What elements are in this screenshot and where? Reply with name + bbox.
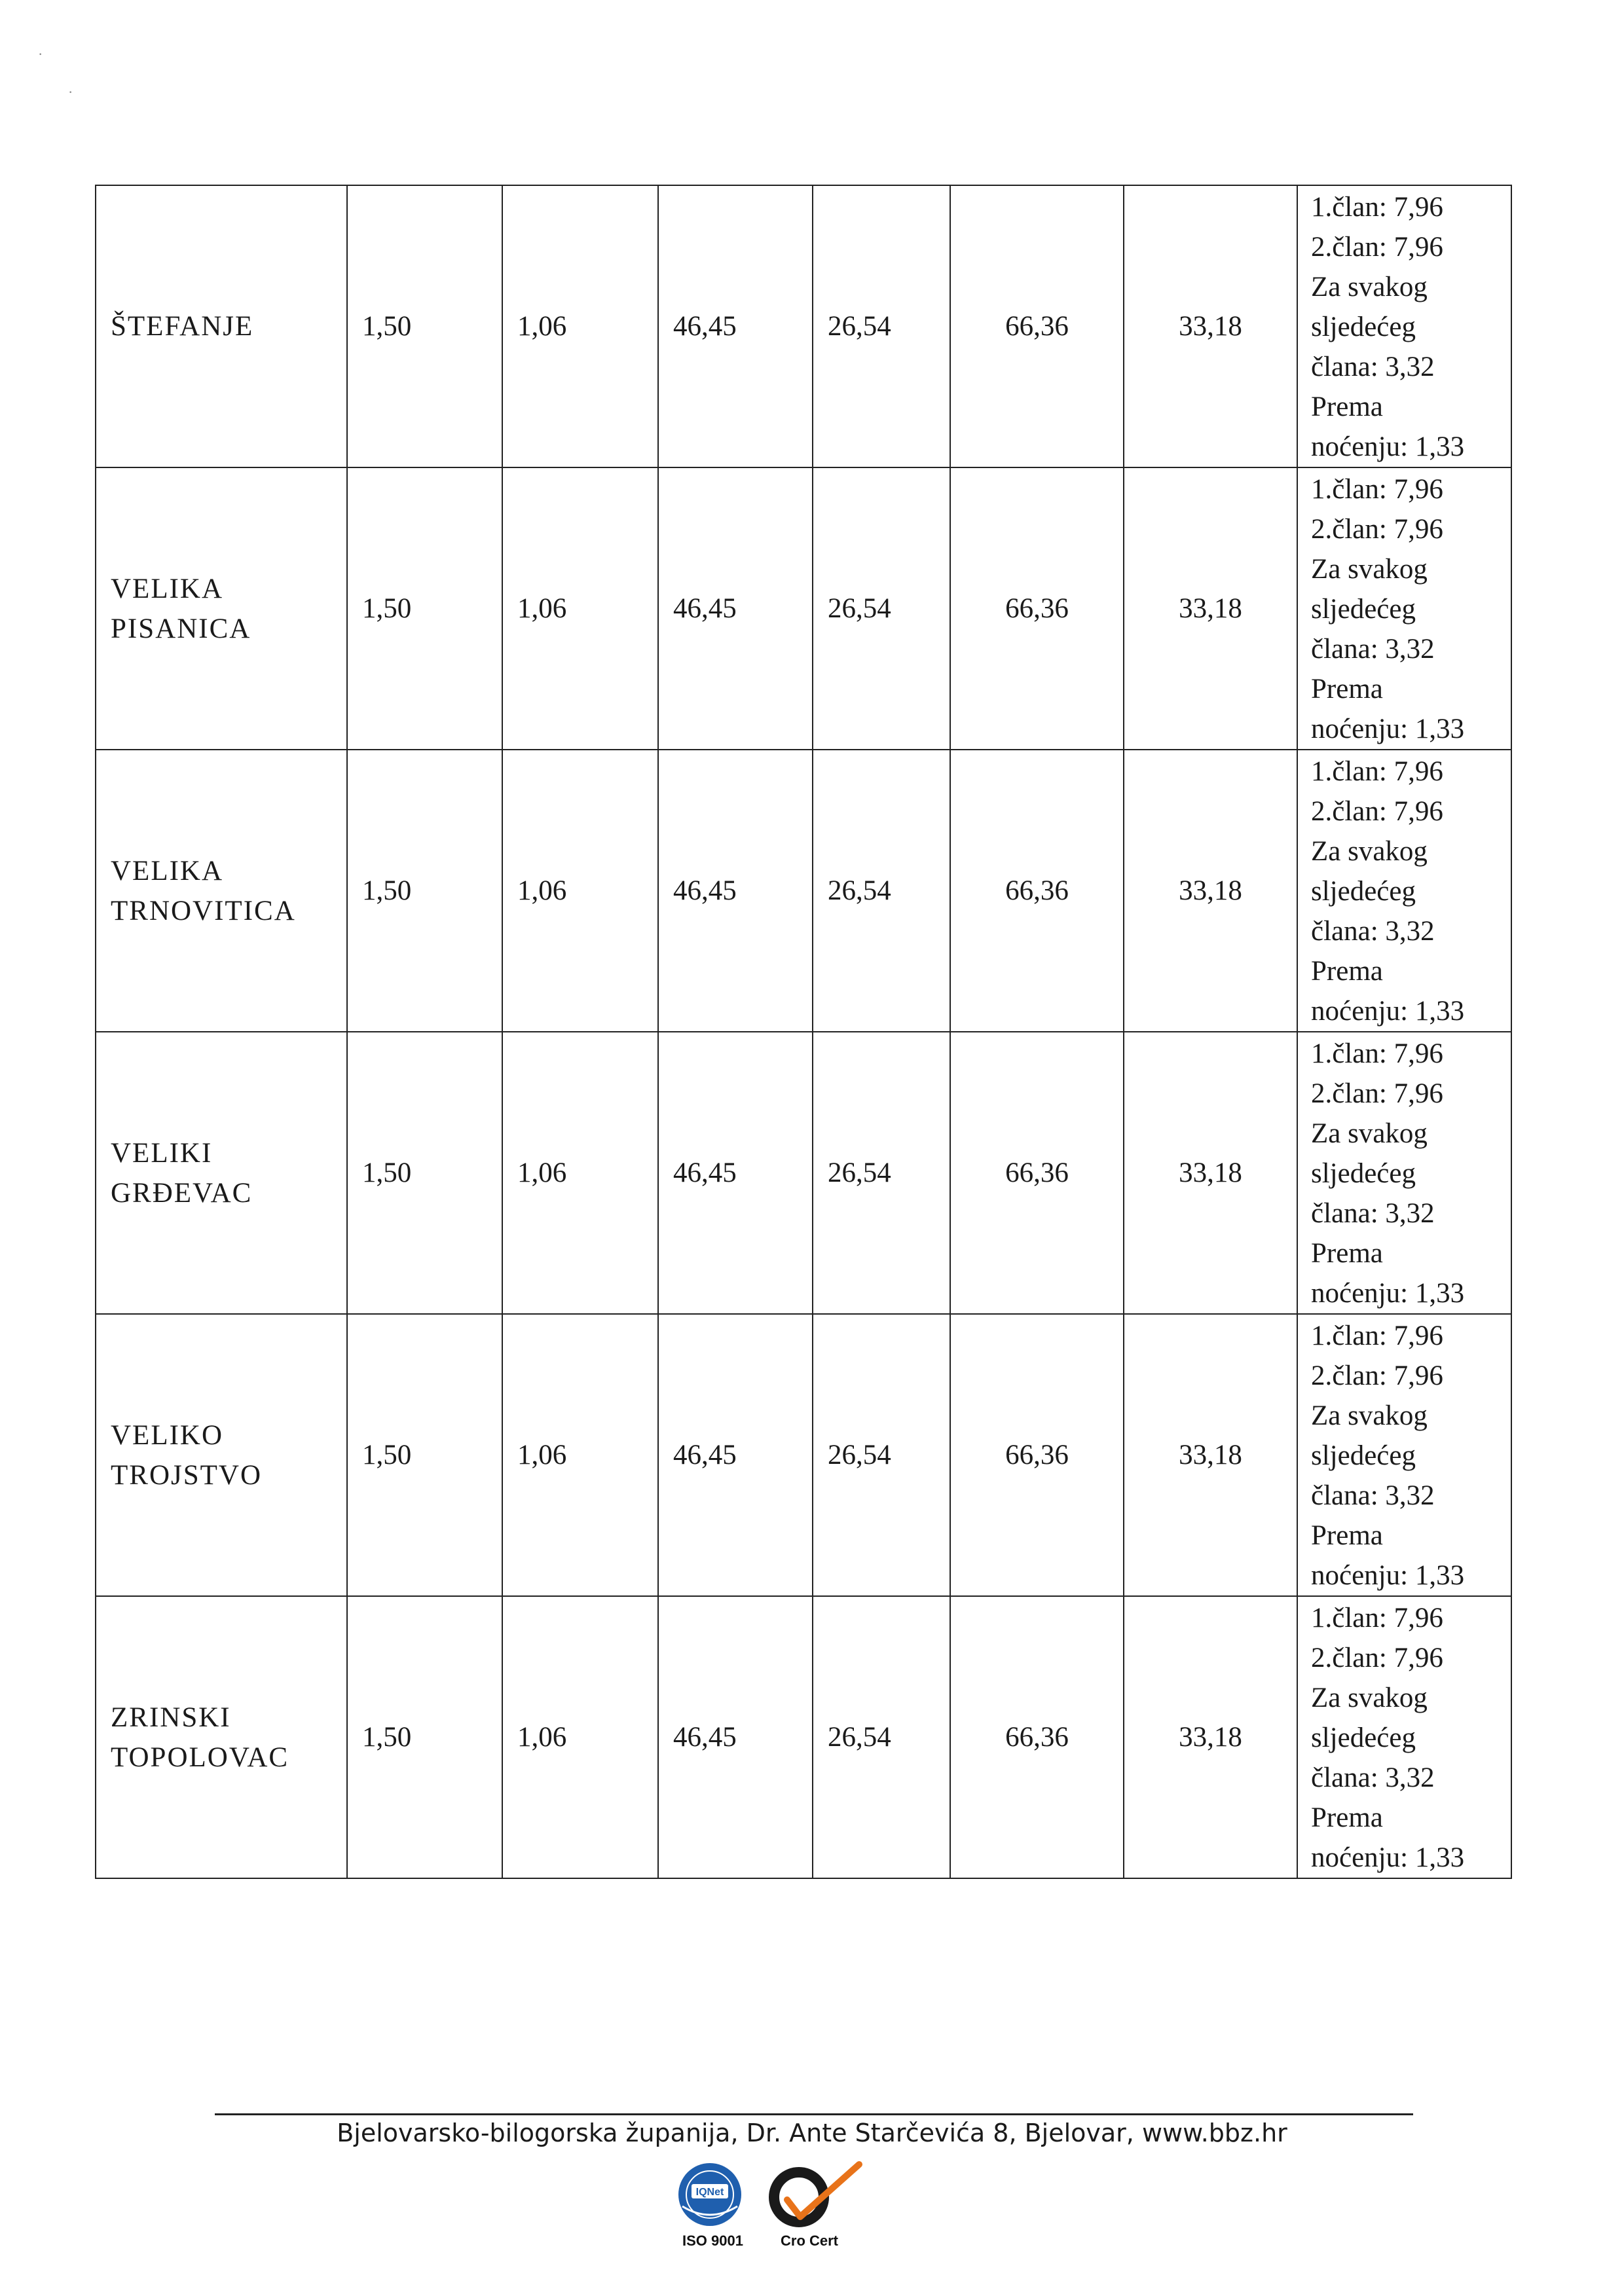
municipality-name-line: TOPOLOVAC	[111, 1741, 289, 1773]
municipality-name-line: VELIKI	[111, 1137, 213, 1169]
rate-cell: 1,06	[502, 185, 658, 467]
member-rates-note	[1297, 1596, 1511, 1878]
note-line: 2.član: 7,96	[1311, 796, 1443, 827]
rate-cell: 26,54	[813, 750, 950, 1032]
municipality-name	[96, 467, 347, 750]
municipality-name	[96, 185, 347, 467]
rate-cell: 26,54	[813, 467, 950, 750]
note-line: noćenju: 1,33	[1311, 714, 1465, 744]
footer-divider	[215, 2113, 1413, 2115]
note-line: Za svakog	[1311, 1400, 1428, 1431]
footer-address: Bjelovarsko-bilogorska županija, Dr. Ante Starčevića 8, Bjelovar, www.bbz.hr	[337, 2119, 1287, 2147]
rate-cell: 46,45	[658, 1596, 813, 1878]
iqnet-logo-icon	[669, 2160, 754, 2232]
table-row	[96, 750, 1511, 1032]
municipality-name-line: ZRINSKI	[111, 1702, 231, 1733]
member-rates-note	[1297, 467, 1511, 750]
table-row	[96, 1596, 1511, 1878]
note-line: sljedećeg	[1311, 1158, 1416, 1189]
iso-caption: ISO 9001	[682, 2232, 743, 2249]
crocert-caption: Cro Cert	[781, 2232, 839, 2249]
note-line: sljedećeg	[1311, 312, 1416, 342]
note-line: sljedećeg	[1311, 594, 1416, 625]
municipality-name	[96, 1032, 347, 1314]
rate-cell: 26,54	[813, 1032, 950, 1314]
rate-cell: 1,06	[502, 1032, 658, 1314]
municipality-name-line: TROJSTVO	[111, 1459, 263, 1491]
iqnet-label: IQNet	[695, 2187, 724, 2198]
municipality-name-line: ŠTEFANJE	[111, 311, 254, 342]
table-body	[96, 185, 1511, 1878]
member-rates-note	[1297, 1314, 1511, 1596]
note-line: člana: 3,32	[1311, 634, 1435, 665]
rate-cell: 26,54	[813, 185, 950, 467]
note-line: Za svakog	[1311, 554, 1428, 585]
note-line: 1.član: 7,96	[1311, 192, 1443, 223]
rate-cell: 1,50	[347, 1032, 502, 1314]
note-line: 2.član: 7,96	[1311, 232, 1443, 263]
rate-cell: 33,18	[1124, 467, 1297, 750]
note-line: Prema	[1311, 1520, 1383, 1551]
note-line: Prema	[1311, 1238, 1383, 1269]
note-line: 2.član: 7,96	[1311, 514, 1443, 545]
member-rates-note	[1297, 185, 1511, 467]
rate-cell: 33,18	[1124, 1032, 1297, 1314]
rate-cell: 33,18	[1124, 185, 1297, 467]
rate-cell: 1,06	[502, 1596, 658, 1878]
note-line: 2.član: 7,96	[1311, 1078, 1443, 1109]
rate-cell: 1,06	[502, 750, 658, 1032]
note-line: Za svakog	[1311, 272, 1428, 302]
rate-cell: 46,45	[658, 185, 813, 467]
rate-cell: 1,50	[347, 1314, 502, 1596]
rate-cell: 33,18	[1124, 750, 1297, 1032]
note-line: 1.član: 7,96	[1311, 756, 1443, 787]
municipality-name-line: TRNOVITICA	[111, 895, 296, 926]
note-line: sljedećeg	[1311, 1722, 1416, 1753]
rate-cell: 46,45	[658, 750, 813, 1032]
note-line: noćenju: 1,33	[1311, 1560, 1465, 1591]
note-line: člana: 3,32	[1311, 352, 1435, 382]
table-row	[96, 1314, 1511, 1596]
note-line: člana: 3,32	[1311, 1198, 1435, 1229]
municipality-name	[96, 1314, 347, 1596]
note-line: člana: 3,32	[1311, 1762, 1435, 1793]
note-line: 1.član: 7,96	[1311, 474, 1443, 505]
note-line: 2.član: 7,96	[1311, 1643, 1443, 1673]
certification-logos	[663, 2160, 879, 2259]
note-line: noćenju: 1,33	[1311, 996, 1465, 1027]
table-row	[96, 1032, 1511, 1314]
rate-cell: 1,06	[502, 467, 658, 750]
note-line: Za svakog	[1311, 836, 1428, 867]
rate-cell: 1,50	[347, 750, 502, 1032]
note-line: člana: 3,32	[1311, 1480, 1435, 1511]
crocert-logo-icon	[761, 2160, 872, 2232]
note-line: Prema	[1311, 956, 1383, 987]
note-line: Za svakog	[1311, 1118, 1428, 1149]
rates-table	[95, 185, 1512, 1879]
rate-cell: 26,54	[813, 1314, 950, 1596]
scan-speck: ·	[68, 84, 73, 100]
rate-cell: 66,36	[950, 185, 1124, 467]
table-row	[96, 185, 1511, 467]
member-rates-note	[1297, 1032, 1511, 1314]
member-rates-note	[1297, 750, 1511, 1032]
note-line: Prema	[1311, 1802, 1383, 1833]
rate-cell: 1,50	[347, 1596, 502, 1878]
rate-cell: 33,18	[1124, 1314, 1297, 1596]
note-line: sljedećeg	[1311, 1440, 1416, 1471]
note-line: Prema	[1311, 674, 1383, 704]
table-row	[96, 467, 1511, 750]
note-line: 1.član: 7,96	[1311, 1038, 1443, 1069]
rate-cell: 66,36	[950, 467, 1124, 750]
scan-speck: ·	[38, 46, 43, 62]
rate-cell: 33,18	[1124, 1596, 1297, 1878]
note-line: noćenju: 1,33	[1311, 1842, 1465, 1873]
note-line: člana: 3,32	[1311, 916, 1435, 947]
rate-cell: 1,50	[347, 185, 502, 467]
rate-cell: 66,36	[950, 1032, 1124, 1314]
note-line: 1.član: 7,96	[1311, 1603, 1443, 1633]
note-line: Za svakog	[1311, 1683, 1428, 1713]
rate-cell: 46,45	[658, 1032, 813, 1314]
rate-cell: 1,50	[347, 467, 502, 750]
municipality-name-line: VELIKA	[111, 573, 224, 604]
municipality-name-line: GRĐEVAC	[111, 1177, 253, 1209]
note-line: 1.član: 7,96	[1311, 1321, 1443, 1351]
note-line: noćenju: 1,33	[1311, 1278, 1465, 1309]
municipality-name	[96, 1596, 347, 1878]
rate-cell: 26,54	[813, 1596, 950, 1878]
municipality-name-line: PISANICA	[111, 613, 251, 644]
note-line: Prema	[1311, 392, 1383, 422]
note-line: noćenju: 1,33	[1311, 431, 1465, 462]
municipality-name-line: VELIKO	[111, 1419, 224, 1451]
municipality-name	[96, 750, 347, 1032]
rate-cell: 66,36	[950, 750, 1124, 1032]
rate-cell: 66,36	[950, 1314, 1124, 1596]
rate-cell: 66,36	[950, 1596, 1124, 1878]
note-line: 2.član: 7,96	[1311, 1360, 1443, 1391]
note-line: sljedećeg	[1311, 876, 1416, 907]
municipality-name-line: VELIKA	[111, 855, 224, 886]
rate-cell: 1,06	[502, 1314, 658, 1596]
rate-cell: 46,45	[658, 1314, 813, 1596]
rate-cell: 46,45	[658, 467, 813, 750]
